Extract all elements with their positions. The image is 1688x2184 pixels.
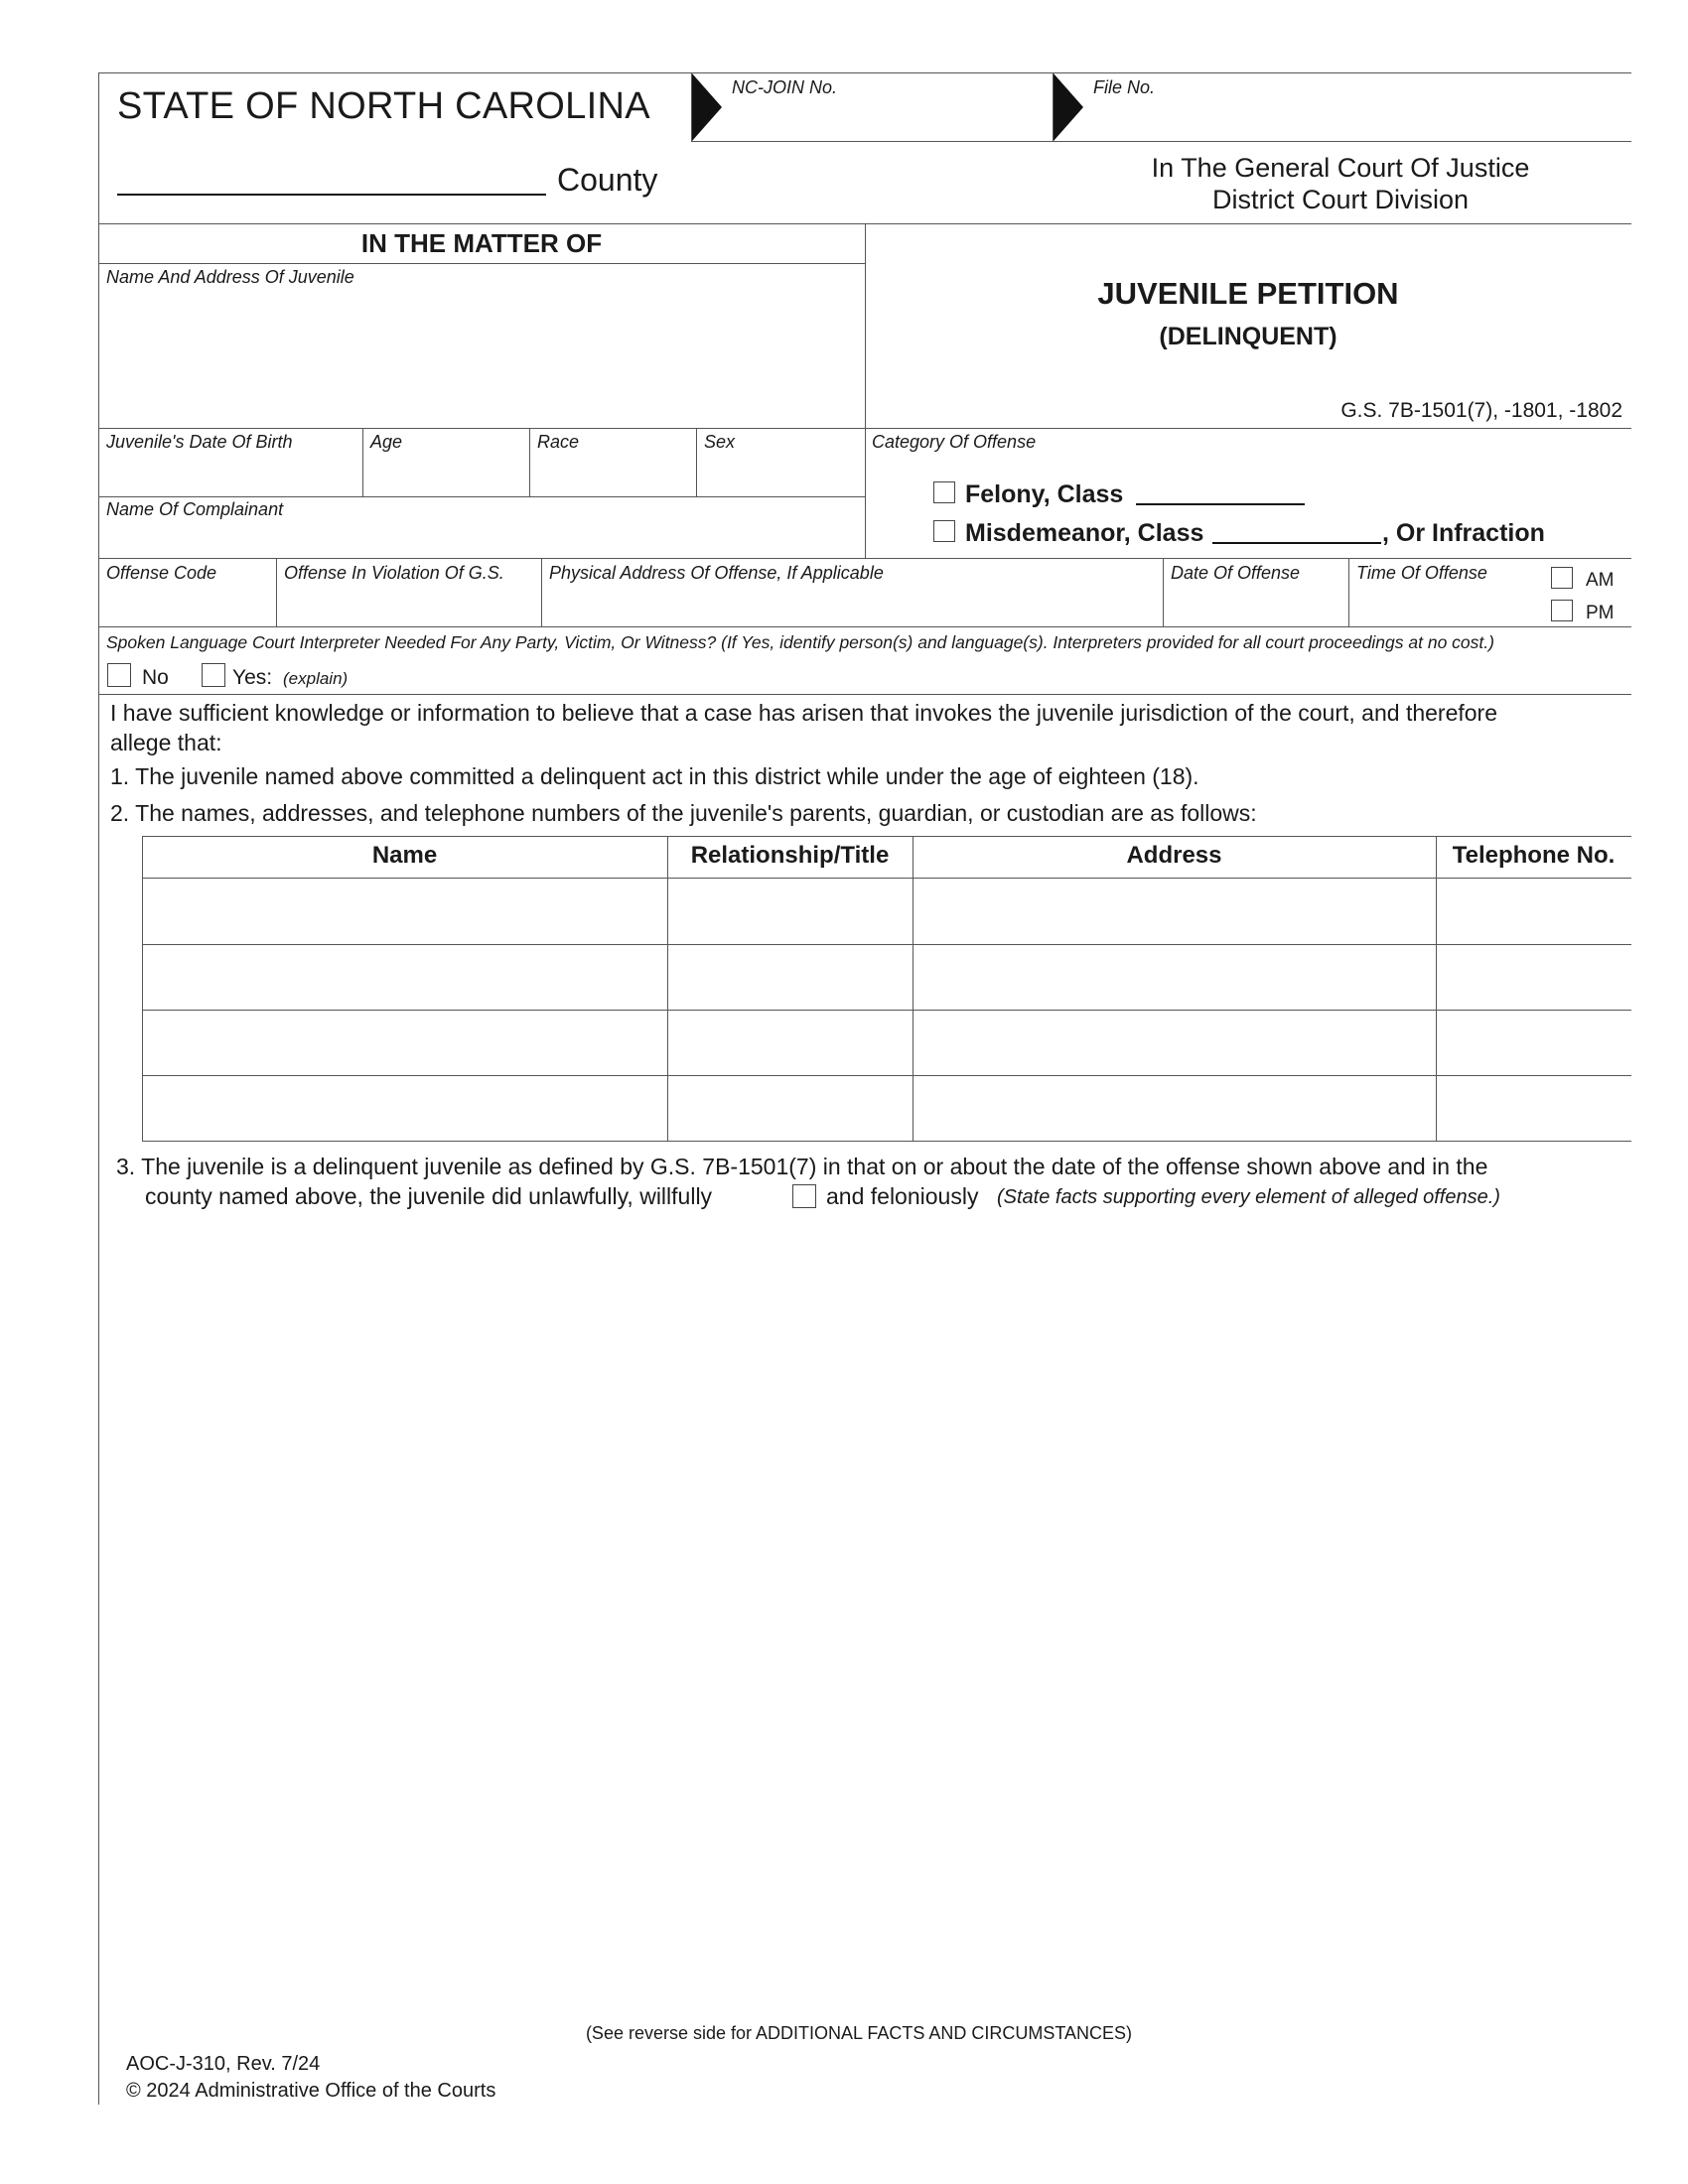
table-cell[interactable]	[1441, 883, 1627, 940]
complainant-field[interactable]	[103, 522, 858, 554]
item-2: 2. The names, addresses, and telephone numbers of the juvenile's parents, guardian, or custodian are as follows:	[110, 800, 1257, 826]
pm-label: PM	[1586, 603, 1615, 623]
table-cell[interactable]	[1441, 948, 1627, 1006]
pm-checkbox[interactable]	[1551, 600, 1573, 621]
interpreter-top-line	[98, 626, 1631, 627]
offense-address-field[interactable]	[546, 588, 1159, 622]
am-checkbox[interactable]	[1551, 567, 1573, 589]
table-bottom-line	[142, 1141, 1631, 1142]
complainant-top-line	[98, 496, 865, 497]
offense-date-label: Date Of Offense	[1171, 563, 1301, 583]
item-3-line-1: 3. The juvenile is a delinquent juvenile as defined by G.S. 7B-1501(7) in that on or about the date of the offense shown above and in the	[116, 1154, 1488, 1179]
table-row-line-3	[142, 1075, 1631, 1076]
matter-mid-line	[98, 428, 1631, 429]
file-no-arrow-icon	[1054, 73, 1083, 141]
court-line-1: In The General Court Of Justice	[1151, 153, 1530, 183]
table-col-line-1	[667, 836, 668, 1141]
dob-field[interactable]	[103, 455, 357, 492]
item-3-line-2a: county named above, the juvenile did unlawfully, willfully	[145, 1183, 713, 1209]
table-cell[interactable]	[147, 948, 663, 1006]
table-row-line-2	[142, 1010, 1631, 1011]
misdemeanor-label: Misdemeanor, Class	[965, 519, 1204, 547]
offense-div-3	[1163, 558, 1164, 626]
petition-title: JUVENILE PETITION	[1097, 276, 1399, 311]
statute-reference: G.S. 7B-1501(7), -1801, -1802	[1340, 399, 1622, 422]
offense-div-2	[541, 558, 542, 626]
table-col-line-3	[1436, 836, 1437, 1141]
table-cell[interactable]	[147, 883, 663, 940]
intro-line-2: allege that:	[110, 730, 222, 755]
misdemeanor-checkbox[interactable]	[933, 520, 955, 542]
table-col-line-2	[913, 836, 914, 1141]
table-cell[interactable]	[917, 1014, 1432, 1071]
interpreter-question: Spoken Language Court Interpreter Needed For Any Party, Victim, Or Witness? (If Yes, identify person(s) and language(s). Interpreters provided for all court proceedings at no cost.)	[106, 632, 1494, 652]
juvenile-name-address-field[interactable]	[103, 290, 858, 424]
interpreter-explain-label: (explain)	[283, 669, 349, 688]
offense-top-line	[98, 558, 1631, 559]
juvenile-name-address-label: Name And Address Of Juvenile	[106, 267, 354, 287]
complainant-label: Name Of Complainant	[106, 499, 284, 519]
race-divider	[696, 428, 697, 496]
file-no-field[interactable]	[1087, 99, 1623, 137]
table-cell[interactable]	[672, 1079, 909, 1137]
sex-label: Sex	[704, 432, 736, 452]
item-1: 1. The juvenile named above committed a delinquent act in this district while under the age of eighteen (18).	[110, 763, 1199, 789]
age-label: Age	[370, 432, 403, 452]
dob-label: Juvenile's Date Of Birth	[106, 432, 293, 452]
category-label: Category Of Offense	[872, 432, 1037, 452]
interpreter-yes-checkbox[interactable]	[202, 663, 225, 687]
table-header-telephone: Telephone No.	[1452, 842, 1616, 869]
form-number: AOC-J-310, Rev. 7/24	[126, 2053, 321, 2075]
matter-right-border	[865, 223, 866, 558]
item-3-note: (State facts supporting every element of alleged offense.)	[997, 1186, 1500, 1208]
nc-join-arrow-icon	[692, 73, 722, 141]
table-cell[interactable]	[917, 948, 1432, 1006]
interpreter-no-label: No	[142, 666, 169, 689]
offense-violation-label: Offense In Violation Of G.S.	[284, 563, 504, 583]
file-no-label: File No.	[1093, 77, 1156, 97]
form-left-border	[98, 72, 99, 2105]
table-col-line-0	[142, 836, 143, 1141]
offense-date-field[interactable]	[1168, 588, 1344, 622]
am-label: AM	[1586, 570, 1615, 591]
feloniously-checkbox[interactable]	[792, 1184, 816, 1208]
interpreter-bottom-line	[98, 694, 1631, 695]
table-cell[interactable]	[917, 1079, 1432, 1137]
table-header-name: Name	[371, 842, 438, 869]
offense-code-field[interactable]	[103, 588, 272, 622]
offense-div-4	[1348, 558, 1349, 626]
petition-subtitle: (DELINQUENT)	[1159, 323, 1337, 350]
table-row-line-1	[142, 944, 1631, 945]
table-header-relationship: Relationship/Title	[690, 842, 890, 869]
dob-divider	[362, 428, 363, 496]
age-field[interactable]	[367, 455, 524, 492]
age-divider	[529, 428, 530, 496]
intro-line-1: I have sufficient knowledge or information to believe that a case has arisen that invokes the juvenile jurisdiction of the court, and therefore	[110, 700, 1498, 726]
table-cell[interactable]	[672, 948, 909, 1006]
offense-div-1	[276, 558, 277, 626]
copyright-line: © 2024 Administrative Office of the Courts	[126, 2080, 496, 2102]
interpreter-no-checkbox[interactable]	[107, 663, 131, 687]
table-cell[interactable]	[1441, 1014, 1627, 1071]
offense-time-field[interactable]	[1353, 588, 1542, 622]
matter-heading: IN THE MATTER OF	[360, 228, 603, 258]
table-cell[interactable]	[672, 1014, 909, 1071]
item-3-line-2b: and feloniously	[826, 1183, 979, 1209]
infraction-label: , Or Infraction	[1382, 519, 1545, 547]
facts-field[interactable]	[109, 1221, 1623, 2010]
table-cell[interactable]	[147, 1079, 663, 1137]
court-line-2: District Court Division	[1211, 185, 1470, 214]
interpreter-explain-field[interactable]	[367, 659, 1628, 691]
table-cell[interactable]	[672, 883, 909, 940]
offense-time-label: Time Of Offense	[1356, 563, 1487, 583]
table-header-line	[142, 878, 1631, 879]
felony-label: Felony, Class	[965, 480, 1124, 508]
county-field[interactable]	[117, 194, 546, 196]
state-heading: STATE OF NORTH CAROLINA	[117, 85, 650, 127]
form-top-border	[98, 72, 1631, 73]
sex-field[interactable]	[701, 455, 860, 492]
reverse-side-note: (See reverse side for ADDITIONAL FACTS AND CIRCUMSTANCES)	[585, 2023, 1133, 2043]
felony-checkbox[interactable]	[933, 481, 955, 503]
interpreter-yes-label: Yes:	[232, 666, 273, 689]
matter-heading-line	[98, 263, 865, 264]
offense-violation-field[interactable]	[281, 588, 537, 622]
table-cell[interactable]	[147, 1014, 663, 1071]
race-label: Race	[537, 432, 580, 452]
table-cell[interactable]	[917, 883, 1432, 940]
felony-class-field[interactable]	[1136, 503, 1305, 505]
table-header-address: Address	[1126, 842, 1222, 869]
county-label: County	[557, 162, 658, 198]
offense-code-label: Offense Code	[106, 563, 217, 583]
nc-join-field[interactable]	[725, 99, 1048, 137]
header-join-bottom	[691, 141, 1631, 142]
table-cell[interactable]	[1441, 1079, 1627, 1137]
race-field[interactable]	[534, 455, 691, 492]
misdemeanor-class-field[interactable]	[1212, 542, 1381, 544]
offense-address-label: Physical Address Of Offense, If Applicable	[549, 563, 884, 583]
nc-join-label: NC-JOIN No.	[732, 77, 838, 97]
table-top-line	[142, 836, 1631, 837]
